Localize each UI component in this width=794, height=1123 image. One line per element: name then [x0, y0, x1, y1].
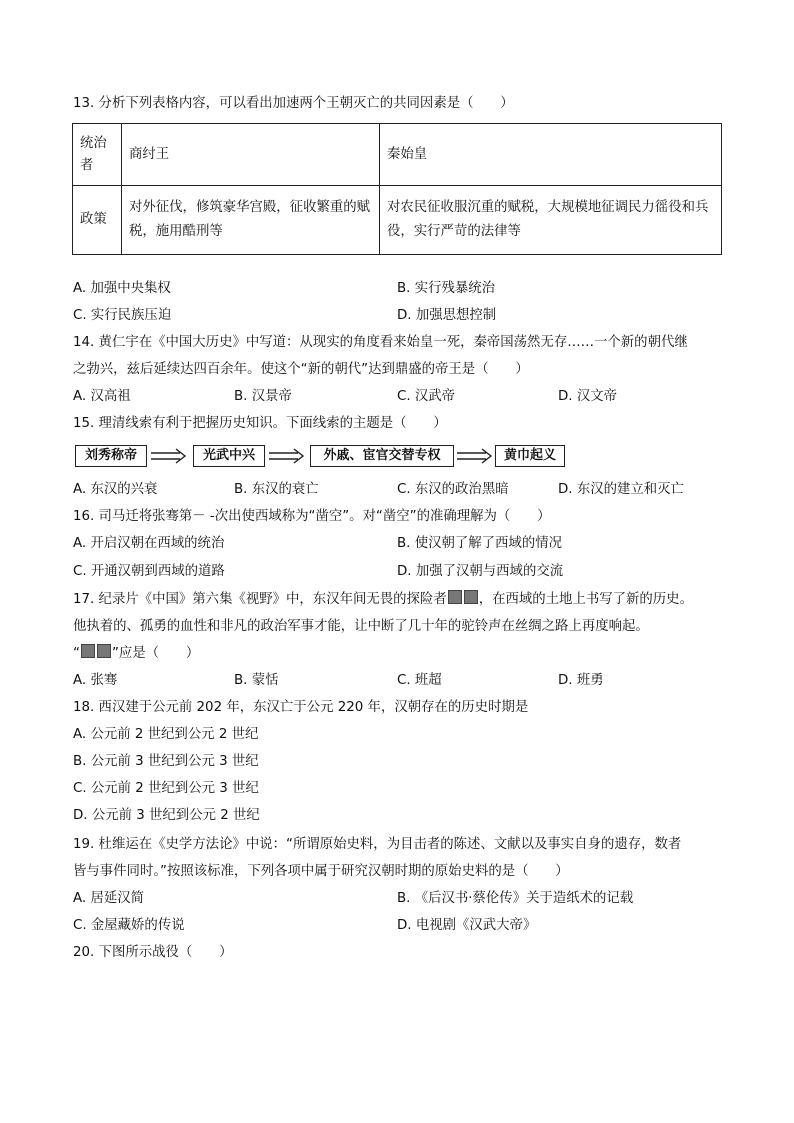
q13-option-b: B. 实行残暴统治 — [397, 281, 496, 296]
q14-option-d: D. 汉文帝 — [558, 389, 617, 404]
q19-stem-line2: 皆与事件同时。”按照该标准，下列各项中属于研究汉朝时期的原始史料的是（ ） — [73, 864, 569, 879]
q16-stem: 16. 司马迁将张骞第－ -次出使西域称为“凿空”。对“凿空”的准确理解为（ ） — [73, 509, 551, 524]
q17-stem-line1-before: 17. 纪录片《中国》第六集《视野》中，东汉年间无畏的探险者 — [73, 592, 447, 607]
q13-table-qin-policy: 对农民征收服沉重的赋税，大规模地征调民力徭役和兵役，实行严苛的法律等 — [380, 186, 722, 255]
redacted-box-icon — [97, 644, 111, 658]
q13-table-header-policy: 政策 — [73, 186, 122, 255]
flow-step-4: 黄巾起义 — [495, 445, 565, 467]
q15-flow-diagram — [0, 445, 794, 469]
redacted-box-icon — [464, 590, 478, 604]
q19-option-c: C. 金屋藏娇的传说 — [73, 918, 185, 933]
q14-stem-line2: 之勃兴，兹后延续达四百余年。使这个“新的朝代”达到鼎盛的帝王是（ ） — [73, 362, 529, 377]
q13-table-qin: 秦始皇 — [380, 124, 722, 186]
q13-stem: 13. 分析下列表格内容，可以看出加速两个王朝灭亡的共同因素是（ ） — [73, 96, 514, 111]
flow-arrow-icon — [268, 445, 306, 467]
q19-option-a: A. 居延汉简 — [73, 891, 144, 906]
q20-stem: 20. 下图所示战役（ ） — [73, 945, 233, 960]
q16-option-b: B. 使汉朝了解了西域的情况 — [397, 536, 562, 551]
q17-stem-line3-before: “ — [73, 646, 80, 661]
q19-option-b: B. 《后汉书·蔡伦传》关于造纸术的记载 — [397, 891, 634, 906]
q13-option-d: D. 加强思想控制 — [397, 308, 497, 323]
q19-stem-line1: 19. 杜维运在《史学方法论》中说：“所谓原始史料，为目击者的陈述、文献以及事实自身的遗存，数者 — [73, 837, 682, 852]
q14-stem-line1: 14. 黄仁宇在《中国大历史》中写道：从现实的角度看来始皇一死，秦帝国荡然无存……一个新的朝代继 — [73, 335, 688, 350]
q17-option-a: A. 张骞 — [73, 673, 118, 688]
q15-option-b: B. 东汉的衰亡 — [234, 482, 319, 497]
flow-step-2: 光武中兴 — [193, 445, 265, 467]
q16-option-a: A. 开启汉朝在西域的统治 — [73, 536, 225, 551]
q15-option-c: C. 东汉的政治黑暗 — [397, 482, 509, 497]
q15-option-d: D. 东汉的建立和灭亡 — [558, 482, 684, 497]
q13-table-shang: 商纣王 — [122, 124, 380, 186]
q18-option-a: A. 公元前 2 世纪到公元 2 世纪 — [73, 727, 259, 742]
q16-option-d: D. 加强了汉朝与西域的交流 — [397, 564, 564, 579]
q15-stem: 15. 理清线索有利于把握历史知识。下面线索的主题是（ ） — [73, 416, 447, 431]
q13-table-header-ruler: 统治者 — [73, 124, 122, 186]
q18-option-d: D. 公元前 3 世纪到公元 2 世纪 — [73, 808, 260, 823]
q13-option-a: A. 加强中央集权 — [73, 281, 171, 296]
q19-option-d: D. 电视剧《汉武大帝》 — [397, 918, 537, 933]
flow-arrow-icon — [456, 445, 494, 467]
q18-stem: 18. 西汉建于公元前 202 年，东汉亡于公元 220 年，汉朝存在的历史时期是 — [73, 700, 529, 715]
redacted-box-icon — [448, 590, 462, 604]
flow-step-1: 刘秀称帝 — [75, 445, 147, 467]
q15-option-a: A. 东汉的兴衰 — [73, 482, 158, 497]
q13-table-shang-policy: 对外征伐，修筑豪华宫殿，征收繁重的赋税，施用酷刑等 — [122, 186, 380, 255]
flow-step-3: 外戚、宦官交替专权 — [310, 445, 454, 467]
q18-option-c: C. 公元前 2 世纪到公元 3 世纪 — [73, 781, 259, 796]
q17-stem-line3 — [73, 644, 199, 664]
q17-option-c: C. 班超 — [397, 673, 442, 688]
q16-option-c: C. 开通汉朝到西域的道路 — [73, 564, 225, 579]
q17-stem-line1 — [73, 590, 693, 610]
q17-option-d: D. 班勇 — [558, 673, 604, 688]
q13-table — [72, 123, 722, 255]
q14-option-a: A. 汉高祖 — [73, 389, 131, 404]
q18-option-b: B. 公元前 3 世纪到公元 3 世纪 — [73, 754, 259, 769]
q13-option-c: C. 实行民族压迫 — [73, 308, 172, 323]
q17-stem-line1-after: ，在西域的土地上书写了新的历史。 — [478, 592, 693, 607]
q14-option-b: B. 汉景帝 — [234, 389, 292, 404]
q17-option-b: B. 蒙恬 — [234, 673, 279, 688]
q14-option-c: C. 汉武帝 — [397, 389, 456, 404]
q17-stem-line2: 他执着的、孤勇的血性和非凡的政治军事才能，让中断了几十年的驼铃声在丝绸之路上再度响起。 — [73, 619, 649, 634]
redacted-box-icon — [81, 644, 95, 658]
q17-stem-line3-after: ”应是（ ） — [111, 646, 200, 661]
flow-arrow-icon — [150, 445, 188, 467]
